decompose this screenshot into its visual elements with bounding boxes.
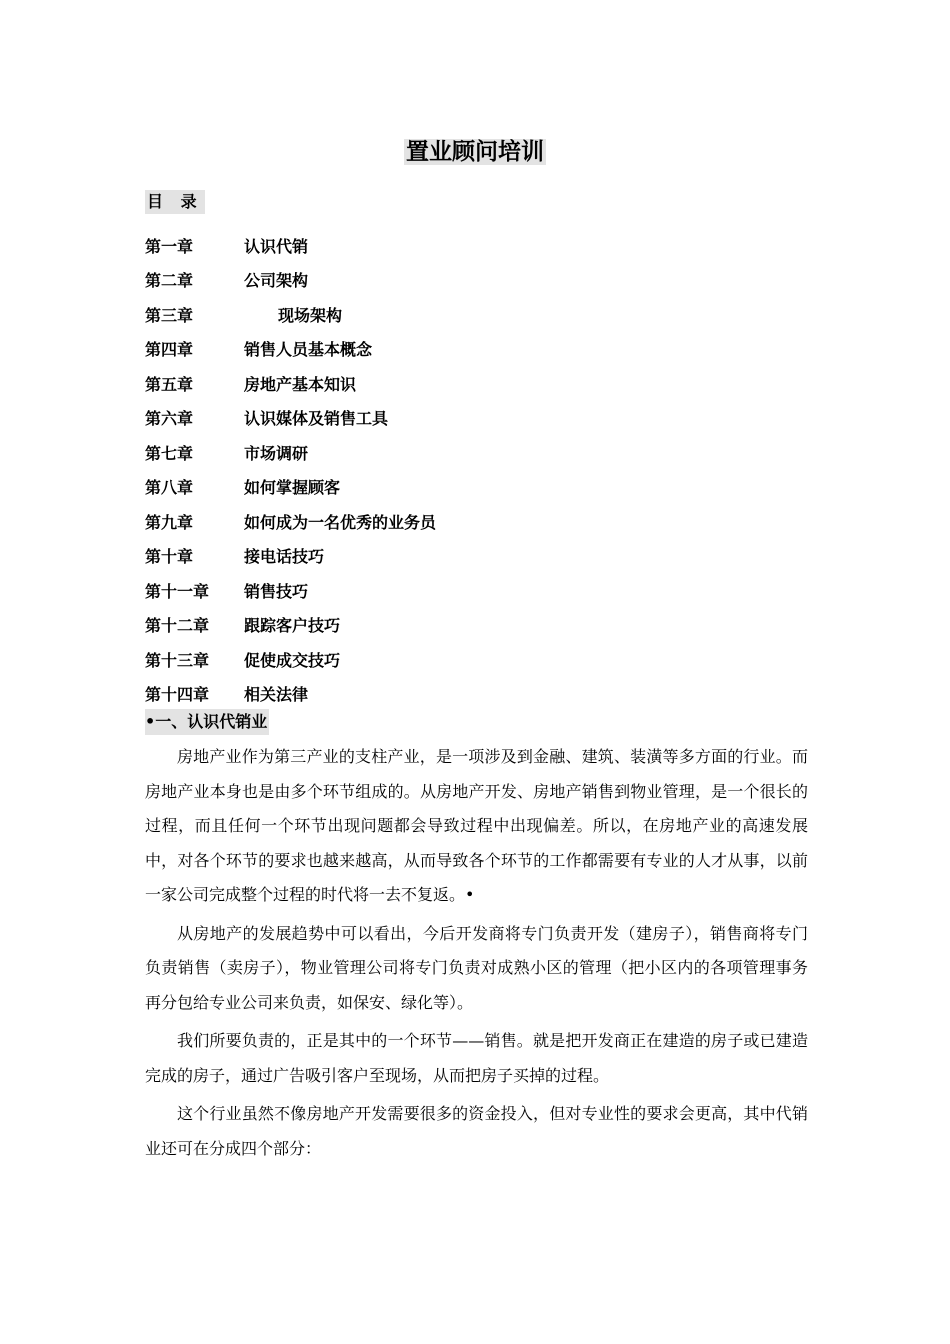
section-heading: •一、认识代销业 [145,709,269,735]
toc-chapter: 第十章 [145,547,194,567]
toc-item [145,608,805,643]
toc-title: 房地产基本知识 [244,374,357,394]
document-title-text: 置业顾问培训 [406,139,544,165]
toc-chapter: 第八章 [145,478,194,498]
toc-title: 销售技巧 [244,581,309,601]
toc-title: 跟踪客户技巧 [244,616,341,636]
toc-title: 认识代销 [244,236,309,256]
toc-chapter: 第七章 [145,443,194,463]
body-paragraph: 从房地产的发展趋势中可以看出，今后开发商将专门负责开发（建房子），销售商将专门负责销售（卖房子），物业管理公司将专门负责对成熟小区的管理（把小区内的各项管理事务再分包给专业公司来负责，如保安、绿化等）。 [145,923,808,1012]
toc-item [145,677,805,712]
body-paragraph: 房地产业作为第三产业的支柱产业，是一项涉及到金融、建筑、装潢等多方面的行业。而房地产业本身也是由多个环节组成的。从房地产开发、房地产销售到物业管理，是一个很长的过程，而且任何一个环节出现问题都会导致过程中出现偏差。所以，在房地产业的高速发展中，对各个环节的要求也越来越高，从而导致各个环节的工作都需要有专业的人才从事，以前一家公司完成整个过程的时代将一去不复返。• [145,747,808,904]
toc-title: 如何掌握顾客 [244,478,341,498]
toc-chapter: 第一章 [145,236,194,256]
section-body [145,740,808,1170]
toc-item [145,228,805,263]
body-paragraph: 我们所要负责的，正是其中的一个环节——销售。就是把开发商正在建造的房子或已建造完成的房子，通过广告吸引客户至现场，从而把房子买掉的过程。 [145,1031,808,1085]
toc-item [145,366,805,401]
toc-title: 公司架构 [244,271,309,291]
toc-item [145,297,805,332]
toc-item [145,263,805,298]
toc-item [145,470,805,505]
toc-chapter: 第十四章 [145,685,210,705]
toc-chapter: 第五章 [145,374,194,394]
toc-item [145,504,805,539]
toc-title: 现场架构 [278,305,343,325]
body-paragraph: 这个行业虽然不像房地产开发需要很多的资金投入，但对专业性的要求会更高，其中代销业还可在分成四个部分： [145,1104,808,1158]
toc-chapter: 第十三章 [145,650,210,670]
toc-item [145,573,805,608]
toc-title: 接电话技巧 [244,547,325,567]
toc-chapter: 第四章 [145,340,194,360]
toc-chapter: 第九章 [145,512,194,532]
toc-item [145,332,805,367]
document-title [0,136,950,168]
toc-title: 认识媒体及销售工具 [244,409,389,429]
toc-item [145,435,805,470]
toc-chapter: 第十二章 [145,616,210,636]
toc-title: 市场调研 [244,443,309,463]
toc-item [145,401,805,436]
toc-title: 销售人员基本概念 [244,340,373,360]
toc-chapter: 第十一章 [145,581,210,601]
table-of-contents [145,228,805,711]
toc-item [145,642,805,677]
toc-title: 如何成为一名优秀的业务员 [244,512,437,532]
toc-item [145,539,805,574]
toc-chapter: 第二章 [145,271,194,291]
toc-title: 相关法律 [244,685,309,705]
toc-chapter: 第三章 [145,305,194,325]
toc-chapter: 第六章 [145,409,194,429]
toc-heading: 目 录 [145,190,205,214]
toc-title: 促使成交技巧 [244,650,341,670]
